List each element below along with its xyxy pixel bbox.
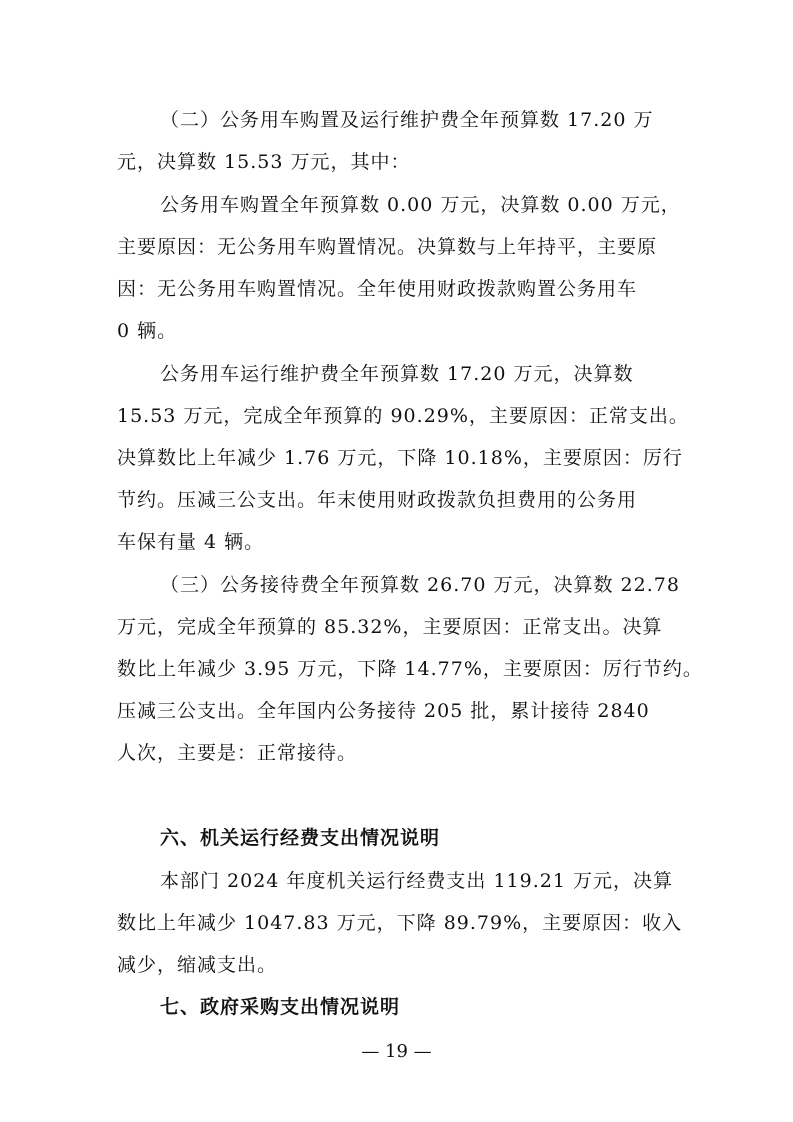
paragraph-line: 数比上年减少 3.95 万元，下降 14.77%，主要原因：厉行节约。 — [117, 658, 703, 680]
paragraph-line: 数比上年减少 1047.83 万元，下降 89.79%，主要原因：收入 — [117, 912, 683, 934]
paragraph-line: 万元，完成全年预算的 85.32%，主要原因：正常支出。决算 — [117, 616, 663, 638]
paragraph-line: 本部门 2024 年度机关运行经费支出 119.21 万元，决算 — [160, 870, 673, 892]
paragraph-line: 人次，主要是：正常接待。 — [117, 742, 358, 764]
paragraph-line: 0 辆。 — [117, 320, 178, 342]
paragraph-line: 节约。压减三公支出。年末使用财政拨款负担费用的公务用 — [117, 489, 638, 511]
paragraph-line: （二）公务用车购置及运行维护费全年预算数 17.20 万 — [160, 109, 654, 131]
paragraph-line: 15.53 万元，完成全年预算的 90.29%，主要原因：正常支出。 — [117, 405, 689, 427]
paragraph-line: 因：无公务用车购置情况。全年使用财政拨款购置公务用车 — [117, 278, 638, 300]
section-heading-6: 六、机关运行经费支出情况说明 — [160, 827, 441, 849]
paragraph-line: 元，决算数 15.53 万元，其中： — [117, 151, 411, 173]
paragraph-line: 决算数比上年减少 1.76 万元，下降 10.18%，主要原因：厉行 — [117, 447, 683, 469]
paragraph-line: 公务用车购置全年预算数 0.00 万元，决算数 0.00 万元， — [160, 194, 681, 216]
paragraph-line: 减少，缩减支出。 — [117, 954, 278, 976]
paragraph-line: 主要原因：无公务用车购置情况。决算数与上年持平，主要原 — [117, 236, 658, 258]
paragraph-line: 车保有量 4 辆。 — [117, 531, 265, 553]
page-number: — 19 — — [361, 1041, 432, 1062]
paragraph-line: 压减三公支出。全年国内公务接待 205 批，累计接待 2840 — [117, 700, 650, 722]
paragraph-line: （三）公务接待费全年预算数 26.70 万元，决算数 22.78 — [160, 574, 680, 596]
paragraph-line: 公务用车运行维护费全年预算数 17.20 万元，决算数 — [160, 363, 634, 385]
section-heading-7: 七、政府采购支出情况说明 — [160, 996, 401, 1018]
